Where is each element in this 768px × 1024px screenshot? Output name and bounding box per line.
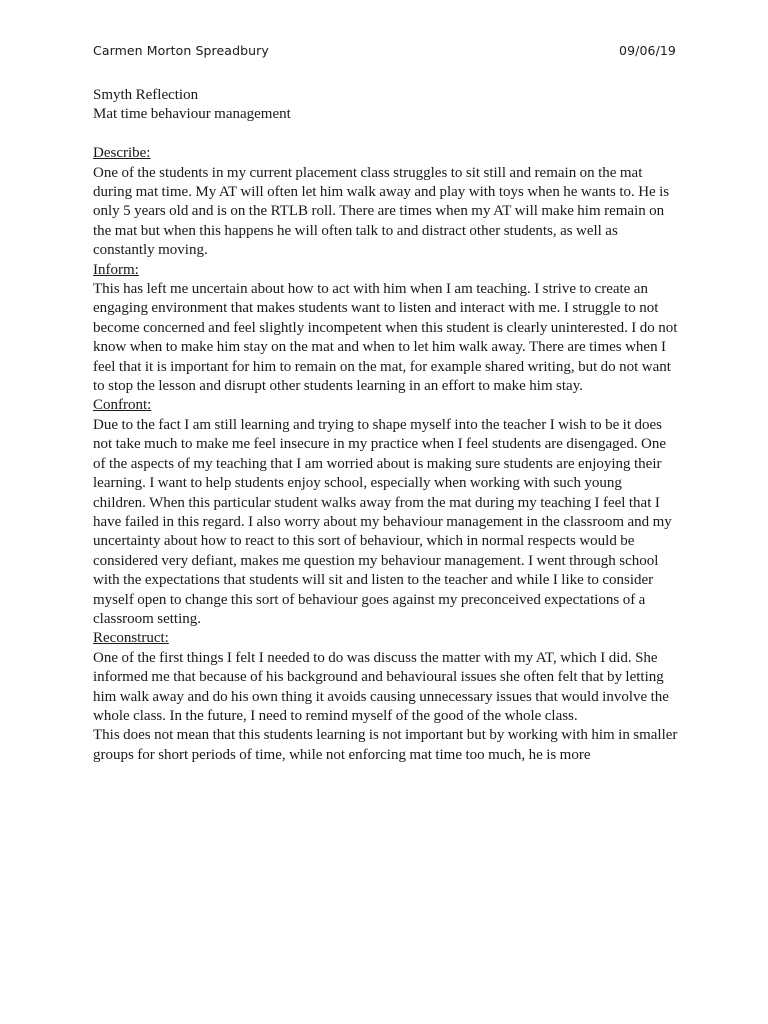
author-name: Carmen Morton Spreadbury — [93, 43, 269, 58]
section-inform — [93, 261, 678, 397]
paragraph: Due to the fact I am still learning and trying to shape myself into the teacher I wish to be it does not take much to make me feel insecure in my practice when I feel students are disengaged. One of the aspects of my teaching that I am worried about is making sure students are enjoying their learning. I want to help students enjoy school, especially when working with such young children. When this particular student walks away from the mat during my teaching I feel that I have failed in this regard. I also worry about my behaviour management in the classroom and my uncertainty about how to react to this sort of behaviour, which in normal respects would be considered very defiant, makes me question my behaviour management. I went through school with the expectations that students will sit and listen to the teacher and while I like to consider myself open to change this sort of behaviour goes against my preconceived expectations of a classroom setting. — [93, 416, 672, 627]
document-title: Smyth Reflection — [93, 87, 199, 103]
section-heading: Inform: — [93, 261, 139, 278]
section-reconstruct — [93, 629, 678, 765]
section-heading: Reconstruct: — [93, 630, 169, 647]
page-header — [93, 43, 676, 58]
section-heading: Confront: — [93, 397, 152, 414]
document-subtitle: Mat time behaviour management — [93, 106, 291, 123]
paragraph: This has left me uncertain about how to act with him when I am teaching. I strive to create an engaging environment that makes students want to listen and interact with me. I struggle to not become concerned and feel slightly incompetent when this student is clearly uninterested. I do not know when to make him stay on the mat and when to let him walk away. There are times when I feel that it is important for him to remain on the mat, for example shared writing, but do not want to stop the lesson and disrupt other students learning in an effort to make him stay. — [93, 281, 678, 395]
section-heading: Describe: — [93, 145, 151, 162]
paragraph: This does not mean that this students learning is not important but by working with him in smaller groups for short periods of time, while not enforcing mat time too much, he is more — [93, 727, 678, 763]
title-block — [93, 86, 678, 125]
paragraph: One of the first things I felt I needed to do was discuss the matter with my AT, which I did. She informed me that because of his background and behavioural issues she often felt that by letting him walk away and do his own thing it avoids causing unnecessary issues that would involve the whole class. In the future, I need to remind myself of the good of the whole class. — [93, 649, 669, 724]
document-date: 09/06/19 — [619, 43, 676, 58]
document-body — [93, 86, 678, 765]
paragraph: One of the students in my current placement class struggles to sit still and remain on the mat during mat time. My AT will often let him walk away and play with toys when he wants to. He is only 5 years old and is on the RTLB roll. There are times when my AT will make him remain on the mat but when this happens he will often talk to and distract other students, as well as constantly moving. — [93, 164, 670, 259]
section-confront — [93, 396, 678, 629]
section-describe — [93, 144, 678, 260]
